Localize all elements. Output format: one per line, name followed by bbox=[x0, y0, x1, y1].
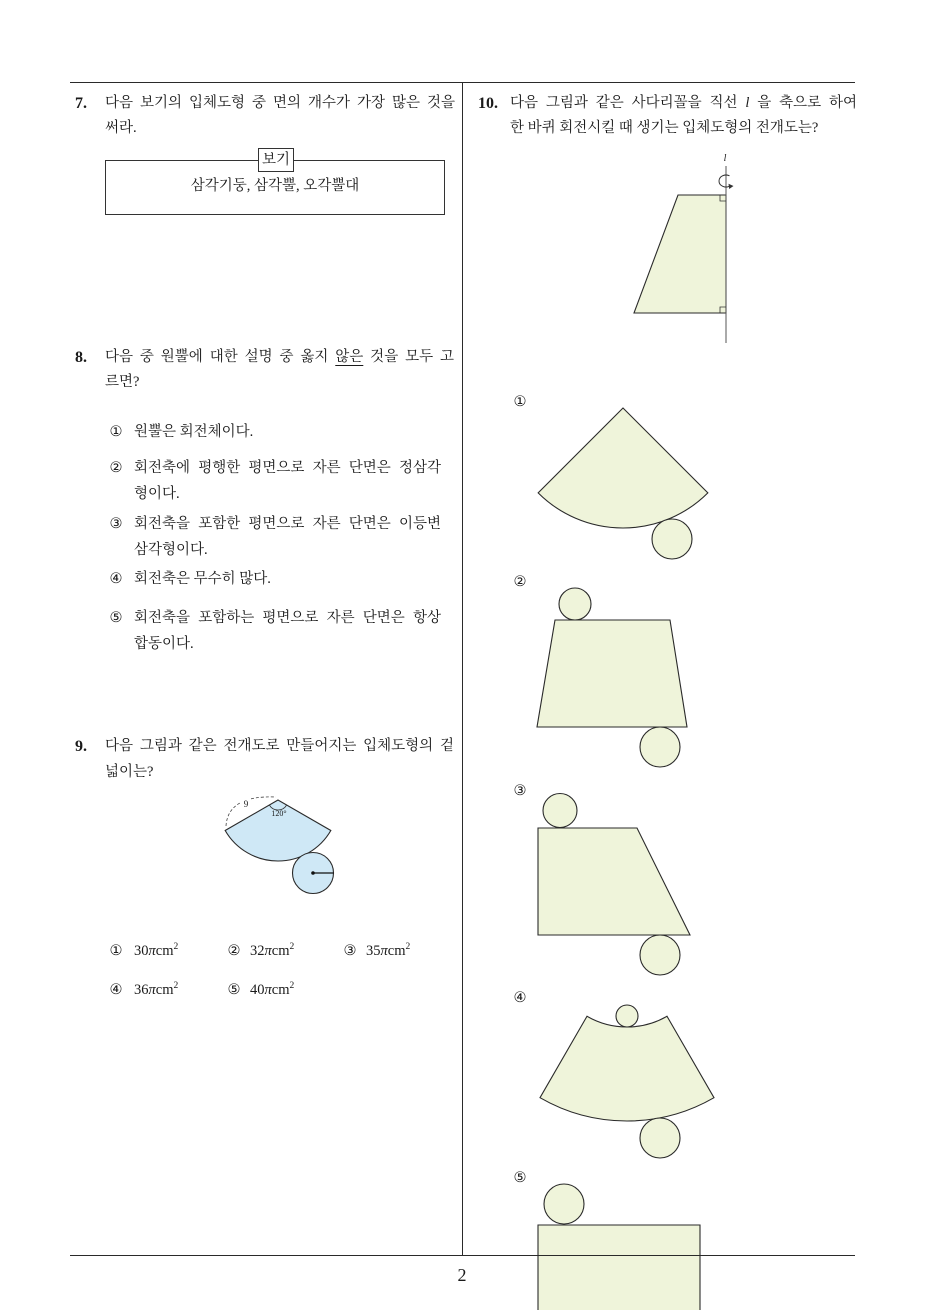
answer-value: 32 bbox=[250, 943, 265, 959]
q10-choice-1-net bbox=[538, 408, 708, 559]
unit-exponent: 2 bbox=[289, 942, 295, 952]
question-number: 9. bbox=[75, 738, 87, 755]
question-text-after: 것을 모두 고 bbox=[363, 349, 454, 365]
choice-marker-1: ① bbox=[109, 424, 123, 440]
pi-symbol: π bbox=[264, 943, 272, 959]
answer-value: 35 bbox=[366, 943, 381, 959]
choice-marker-3: ③ bbox=[109, 516, 123, 532]
lateral-rectangle bbox=[538, 1225, 700, 1310]
bottom-rule bbox=[70, 1255, 855, 1256]
q9-net-figure bbox=[225, 797, 333, 894]
choice-marker-5: ⑤ bbox=[513, 1170, 527, 1186]
top-circle bbox=[559, 588, 591, 620]
question-number: 7. bbox=[75, 95, 87, 112]
answer-value: 30 bbox=[134, 943, 149, 959]
unit-exponent: 2 bbox=[405, 942, 411, 952]
q9-radius-label: 9 bbox=[243, 799, 249, 809]
answer-unit: cm bbox=[387, 943, 406, 959]
choice-3-text-line-1: 회전축을 포함한 평면으로 자른 단면은 이등변 bbox=[134, 516, 441, 532]
underlined-emphasis: 않은 bbox=[335, 349, 364, 365]
choice-marker-4: ④ bbox=[513, 990, 527, 1006]
answer-unit: cm bbox=[155, 943, 174, 959]
choice-marker-2: ② bbox=[227, 943, 241, 959]
top-circle bbox=[543, 794, 577, 828]
lateral-annular-sector bbox=[540, 1016, 714, 1121]
question-text-before: 다음 그림과 같은 사다리꼴을 직선 bbox=[510, 95, 746, 111]
choice-marker-1: ① bbox=[513, 394, 527, 410]
lateral-sector bbox=[538, 408, 708, 528]
question-number: 10. bbox=[478, 95, 498, 112]
answer-unit: cm bbox=[155, 982, 174, 998]
choice-marker-4: ④ bbox=[109, 982, 123, 998]
lateral-trapezoid bbox=[538, 828, 690, 935]
choice-3-text-line-2: 삼각형이다. bbox=[134, 542, 208, 558]
choice-5-text-line-2: 합동이다. bbox=[134, 636, 194, 652]
question-text-line-2: 한 바퀴 회전시킬 때 생기는 입체도형의 전개도는? bbox=[510, 120, 819, 136]
example-box-label: 보기 bbox=[258, 148, 294, 172]
rotation-arrowhead-icon bbox=[729, 184, 734, 189]
q10-trapezoid-figure bbox=[634, 153, 734, 343]
question-number: 8. bbox=[75, 349, 87, 366]
page-number: 2 bbox=[457, 1265, 467, 1285]
pi-symbol: π bbox=[264, 982, 272, 998]
bottom-circle bbox=[640, 1118, 680, 1158]
q10-choice-4-net bbox=[540, 1005, 714, 1158]
q10-choice-5-net bbox=[538, 1184, 700, 1310]
answer-value: 36 bbox=[134, 982, 149, 998]
question-text-after: 을 축으로 하여 bbox=[749, 95, 857, 111]
rotation-arrow-icon bbox=[719, 175, 729, 187]
choice-marker-5: ⑤ bbox=[227, 982, 241, 998]
choice-marker-3: ③ bbox=[343, 943, 357, 959]
answer-value: 40 bbox=[250, 982, 265, 998]
question-text-line-1: 다음 그림과 같은 전개도로 만들어지는 입체도형의 겉 bbox=[105, 738, 454, 754]
question-text-before: 다음 중 원뿔에 대한 설명 중 옳지 bbox=[105, 349, 336, 365]
base-circle bbox=[652, 519, 692, 559]
choice-5-text-line-1: 회전축을 포함하는 평면으로 자른 단면은 항상 bbox=[134, 610, 441, 626]
question-text-line-1: 다음 보기의 입체도형 중 면의 개수가 가장 많은 것을 bbox=[105, 95, 455, 111]
q9-angle-label: 120° bbox=[271, 809, 287, 818]
choice-marker-1: ① bbox=[109, 943, 123, 959]
bottom-circle bbox=[640, 727, 680, 767]
choice-marker-4: ④ bbox=[109, 571, 123, 587]
q10-choice-3-net bbox=[538, 794, 690, 976]
top-circle bbox=[544, 1184, 584, 1224]
trapezoid-shape bbox=[634, 195, 726, 313]
answer-unit: cm bbox=[271, 943, 290, 959]
column-divider bbox=[462, 82, 463, 1255]
unit-exponent: 2 bbox=[289, 981, 295, 991]
choice-marker-2: ② bbox=[513, 574, 527, 590]
lateral-trapezoid bbox=[537, 620, 687, 727]
pi-symbol: π bbox=[148, 982, 156, 998]
unit-exponent: 2 bbox=[173, 981, 179, 991]
choice-1-text: 원뿔은 회전체이다. bbox=[134, 424, 254, 440]
choice-marker-3: ③ bbox=[513, 783, 527, 799]
pi-symbol: π bbox=[380, 943, 388, 959]
pi-symbol: π bbox=[148, 943, 156, 959]
bottom-circle bbox=[640, 935, 680, 975]
question-text-line-2: 르면? bbox=[105, 374, 140, 390]
unit-exponent: 2 bbox=[173, 942, 179, 952]
choice-marker-5: ⑤ bbox=[109, 610, 123, 626]
question-text-line-2: 써라. bbox=[105, 120, 137, 136]
top-circle bbox=[616, 1005, 638, 1027]
axis-variable: l bbox=[745, 95, 750, 111]
q10-choice-2-net bbox=[537, 588, 687, 767]
choice-2-text-line-2: 형이다. bbox=[134, 486, 180, 502]
answer-unit: cm bbox=[271, 982, 290, 998]
choice-2-text-line-1: 회전축에 평행한 평면으로 자른 단면은 정삼각 bbox=[134, 460, 441, 476]
question-text-line-2: 넓이는? bbox=[105, 764, 154, 780]
choice-marker-2: ② bbox=[109, 460, 123, 476]
axis-label: l bbox=[723, 153, 727, 164]
choice-4-text: 회전축은 무수히 많다. bbox=[134, 571, 271, 587]
example-box-content: 삼각기둥, 삼각뿔, 오각뿔대 bbox=[190, 178, 360, 194]
